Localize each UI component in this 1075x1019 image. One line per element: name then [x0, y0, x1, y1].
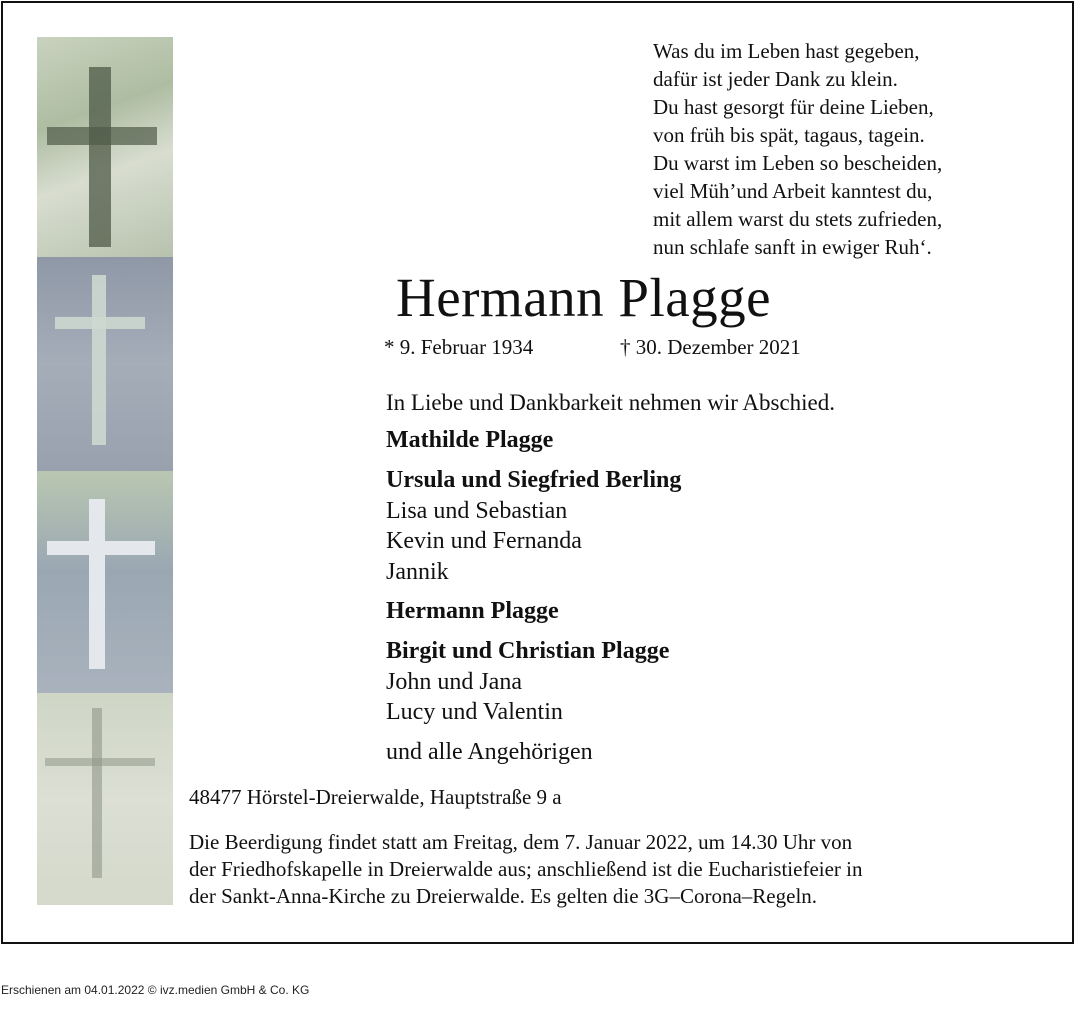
family-address: 48477 Hörstel-Dreierwalde, Hauptstraße 9 a [189, 785, 562, 809]
mourner-name: Jannik [386, 559, 449, 585]
funeral-line: Die Beerdigung findet statt am Freitag, dem 7. Januar 2022, um 14.30 Uhr von [189, 830, 853, 854]
cross-photo-1 [37, 37, 173, 257]
poem-line: dafür ist jeder Dank zu klein. [653, 67, 898, 91]
mourner-name: John und Jana [386, 669, 522, 695]
poem-line: Du hast gesorgt für deine Lieben, [653, 95, 934, 119]
deceased-name: Hermann Plagge [396, 267, 772, 328]
mourning-intro: In Liebe und Dankbarkeit nehmen wir Abschied. [386, 390, 836, 415]
funeral-line: der Friedhofskapelle in Dreierwalde aus; anschließend ist die Eucharistiefeier in [189, 857, 863, 881]
poem-line: mit allem warst du stets zufrieden, [653, 207, 943, 231]
poem-line: nun schlafe sanft in ewiger Ruh‘. [653, 235, 932, 259]
poem [653, 37, 942, 261]
mourner-name: Lucy und Valentin [386, 699, 563, 725]
cross-icon [37, 471, 173, 693]
cross-icon [37, 693, 173, 905]
mourner-name: Mathilde Plagge [386, 427, 554, 453]
poem-line: Du warst im Leben so bescheiden, [653, 151, 943, 175]
mourner-name: Birgit und Christian Plagge [386, 638, 670, 664]
mourning-closing: und alle Angehörigen [386, 739, 593, 765]
funeral-notice [189, 829, 863, 910]
poem-line: von früh bis spät, tagaus, tagein. [653, 123, 925, 147]
birth-date: * 9. Februar 1934 [384, 335, 534, 359]
cross-icon [37, 257, 173, 471]
mourner-name: Hermann Plagge [386, 598, 559, 624]
mourner-name: Lisa und Sebastian [386, 498, 568, 524]
cross-icon [37, 37, 173, 257]
death-date: † 30. Dezember 2021 [620, 335, 801, 359]
mourner-name: Ursula und Siegfried Berling [386, 467, 682, 493]
cross-photo-2 [37, 257, 173, 471]
cross-photo-4 [37, 693, 173, 905]
poem-line: viel Müh’und Arbeit kanntest du, [653, 179, 933, 203]
cross-photo-strip [37, 37, 173, 905]
cross-photo-3 [37, 471, 173, 693]
funeral-line: der Sankt-Anna-Kirche zu Dreierwalde. Es gelten die 3G–Corona–Regeln. [189, 884, 818, 908]
publication-footer: Erschienen am 04.01.2022 © ivz.medien GmbH & Co. KG [1, 983, 310, 997]
mourner-name: Kevin und Fernanda [386, 528, 582, 554]
poem-line: Was du im Leben hast gegeben, [653, 39, 920, 63]
